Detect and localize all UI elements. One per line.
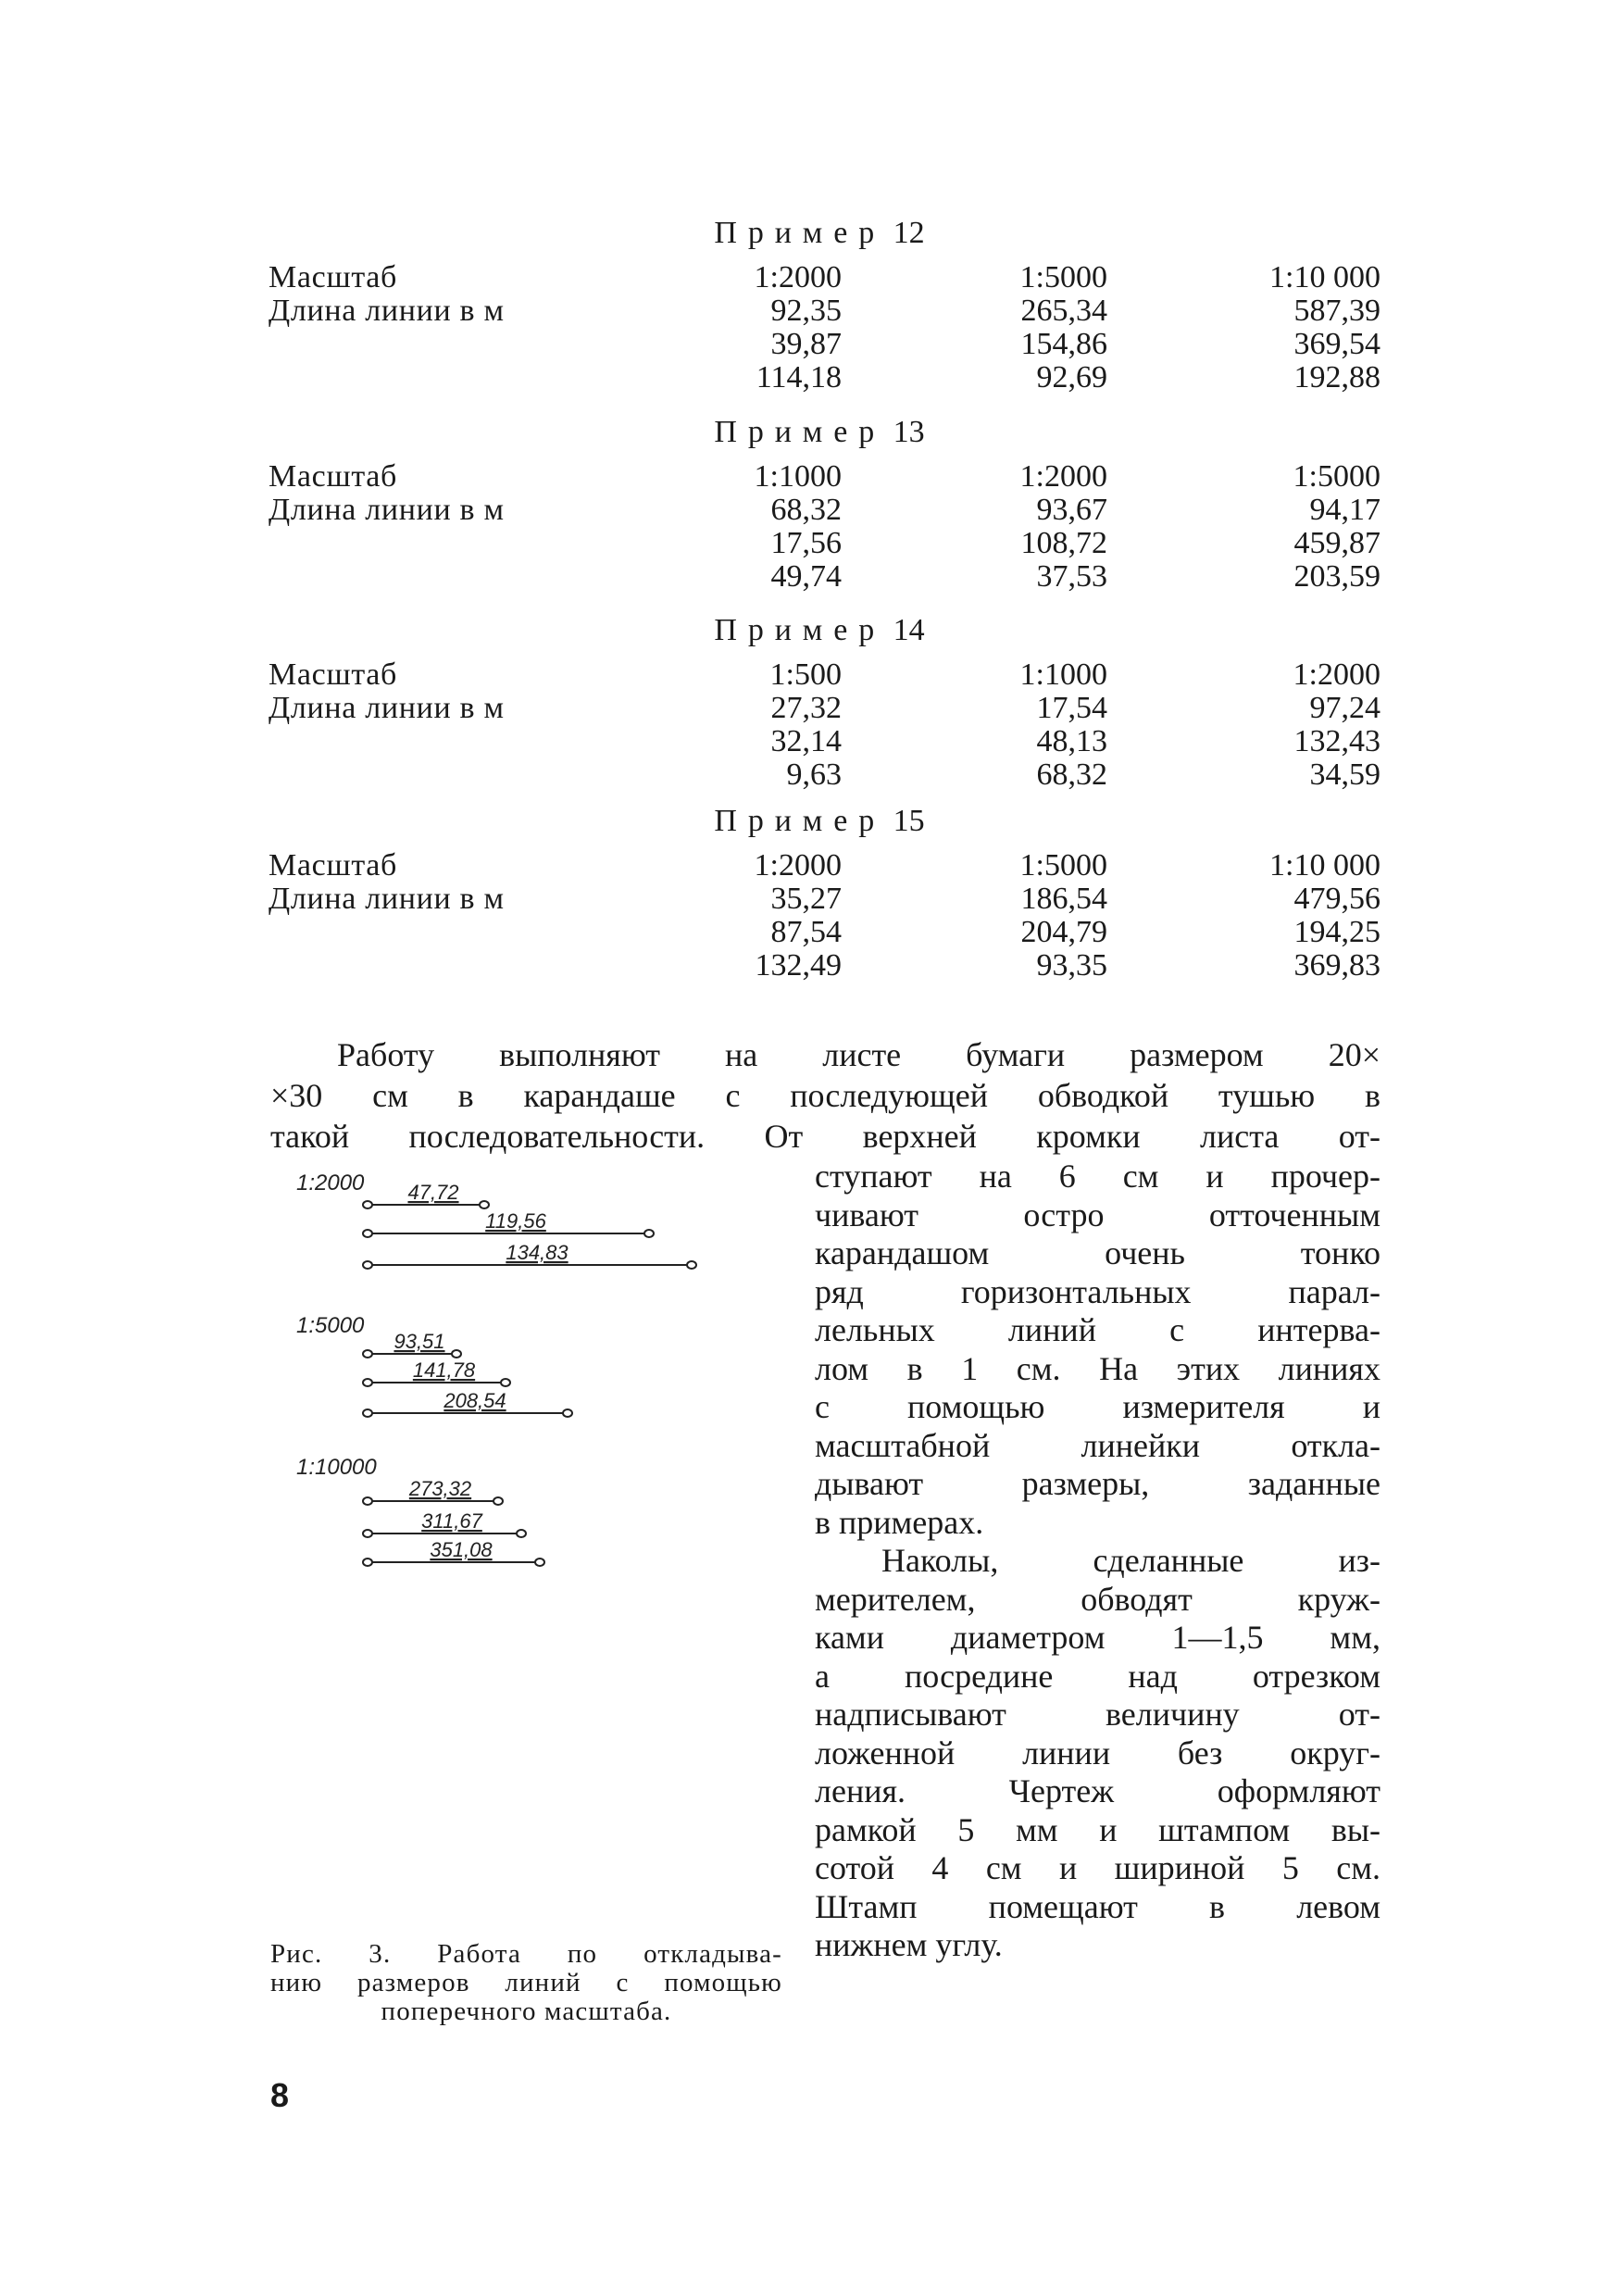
scale-value: 1:1000	[754, 459, 842, 494]
needle-mark-circle	[363, 1201, 372, 1208]
scale-value: 1:2000	[1293, 657, 1380, 692]
caption-line: Рис. 3. Работа по откладыва-	[270, 1939, 782, 1969]
scale-value: 1:2000	[754, 260, 842, 294]
needle-mark-circle	[535, 1559, 544, 1566]
scale-value: 1:1000	[1019, 657, 1107, 692]
segment-length-label: 93,51	[394, 1330, 445, 1353]
text-line: чивают остро отточенным	[815, 1196, 1380, 1233]
segment-length-label: 119,56	[485, 1209, 546, 1233]
paragraph-right-column	[815, 1158, 1380, 1965]
needle-mark-circle	[687, 1261, 696, 1269]
length-value: 132,43	[1293, 724, 1380, 758]
length-value: 93,35	[1036, 948, 1107, 983]
example-title-word: Пример	[714, 804, 886, 838]
page-number: 8	[270, 2076, 290, 2114]
example-block	[0, 215, 1624, 409]
text-line: ками диаметром 1—1,5 мм,	[815, 1619, 1380, 1656]
text-line: в примерах.	[815, 1503, 984, 1541]
length-value: 49,74	[770, 559, 842, 594]
text-line: Работу выполняют на листе бумаги размером 20×	[337, 1036, 1380, 1073]
text-line: рамкой 5 мм и штампом вы-	[815, 1810, 1380, 1848]
length-row	[0, 361, 1624, 394]
length-value: 114,18	[756, 360, 842, 394]
scale-label: 1:5000	[296, 1313, 365, 1338]
example-title-number: 14	[893, 613, 925, 647]
text-line: дывают размеры, заданные	[815, 1465, 1380, 1502]
needle-mark-circle	[517, 1530, 526, 1537]
length-value: 203,59	[1293, 559, 1380, 594]
length-value: 37,53	[1036, 559, 1107, 594]
length-value: 34,59	[1309, 757, 1380, 792]
length-value: 186,54	[1020, 882, 1107, 916]
text-line: Штамп помещают в левом	[815, 1887, 1380, 1925]
scale-label: 1:10000	[296, 1455, 377, 1480]
length-value: 35,27	[770, 882, 842, 916]
length-value: 132,49	[755, 948, 842, 983]
length-value: 97,24	[1309, 691, 1380, 725]
example-title	[0, 414, 1624, 451]
text-line: лом в 1 см. На этих линиях	[815, 1349, 1380, 1387]
length-value: 92,69	[1036, 360, 1107, 394]
segment-length-label: 273,32	[408, 1477, 472, 1500]
example-title-word: Пример	[714, 216, 886, 250]
needle-mark-circle	[363, 1350, 372, 1358]
needle-mark-circle	[363, 1497, 372, 1505]
length-value: 39,87	[770, 327, 842, 361]
length-label: Длина линии в м	[269, 691, 505, 725]
length-label: Длина линии в м	[269, 294, 505, 328]
length-row	[0, 758, 1624, 792]
length-row	[0, 494, 1624, 527]
figure-line-layout	[270, 1167, 782, 1574]
scale-row	[0, 849, 1624, 883]
scale-value: 1:2000	[754, 848, 842, 883]
segment-length-label: 311,67	[421, 1509, 482, 1533]
example-block	[0, 803, 1624, 997]
example-title-number: 13	[893, 415, 925, 449]
length-value: 194,25	[1293, 915, 1380, 949]
text-line: карандашом очень тонко	[815, 1234, 1380, 1271]
text-line: ×30 см в карандаше с последующей обводкой тушью в	[270, 1077, 1380, 1114]
scale-value: 1:10 000	[1269, 848, 1380, 883]
scale-value: 1:2000	[1019, 459, 1107, 494]
needle-mark-circle	[363, 1261, 372, 1269]
length-row	[0, 883, 1624, 916]
scale-value: 1:5000	[1019, 848, 1107, 883]
example-title	[0, 803, 1624, 840]
length-label: Длина линии в м	[269, 882, 505, 916]
length-row	[0, 916, 1624, 949]
text-line: сотой 4 см и шириной 5 см.	[815, 1849, 1380, 1886]
segment-length-label: 351,08	[430, 1538, 493, 1561]
needle-mark-circle	[501, 1379, 510, 1386]
length-label: Длина линии в м	[269, 493, 505, 527]
scale-label: 1:2000	[296, 1171, 365, 1196]
text-line: надписывают величину от-	[815, 1696, 1380, 1733]
text-line: ления. Чертеж оформляют	[815, 1772, 1380, 1809]
length-row	[0, 692, 1624, 725]
length-value: 93,67	[1036, 493, 1107, 527]
scale-label: Масштаб	[269, 848, 398, 883]
needle-mark-circle	[452, 1350, 461, 1358]
example-title	[0, 215, 1624, 252]
length-value: 27,32	[770, 691, 842, 725]
length-value: 48,13	[1036, 724, 1107, 758]
length-value: 479,56	[1293, 882, 1380, 916]
figure-caption	[270, 1940, 782, 2026]
needle-mark-circle	[363, 1230, 372, 1237]
scale-label: Масштаб	[269, 260, 398, 294]
scale-value: 1:500	[769, 657, 842, 692]
length-value: 94,17	[1309, 493, 1380, 527]
scale-value: 1:10 000	[1269, 260, 1380, 294]
needle-mark-circle	[363, 1530, 372, 1537]
scale-value: 1:5000	[1019, 260, 1107, 294]
length-row	[0, 725, 1624, 758]
segment-length-label: 141,78	[412, 1358, 476, 1382]
scale-row	[0, 658, 1624, 692]
length-row	[0, 294, 1624, 328]
text-line: мерителем, обводят круж-	[815, 1580, 1380, 1618]
needle-mark-circle	[644, 1230, 654, 1237]
text-line: лельных линий с интерва-	[815, 1311, 1380, 1348]
length-value: 154,86	[1020, 327, 1107, 361]
needle-mark-circle	[493, 1497, 503, 1505]
example-title	[0, 612, 1624, 649]
scale-label: Масштаб	[269, 657, 398, 692]
length-row	[0, 949, 1624, 983]
text-line: масштабной линейки откла-	[815, 1426, 1380, 1464]
length-value: 9,63	[786, 757, 842, 792]
text-line: такой последовательности. От верхней кромки листа от-	[270, 1118, 1380, 1155]
example-block	[0, 612, 1624, 807]
text-line: нижнем углу.	[815, 1926, 1003, 1963]
example-title-number: 12	[893, 216, 925, 250]
length-value: 17,54	[1036, 691, 1107, 725]
example-block	[0, 414, 1624, 608]
length-value: 92,35	[770, 294, 842, 328]
length-value: 587,39	[1293, 294, 1380, 328]
scale-row	[0, 261, 1624, 294]
needle-mark-circle	[363, 1409, 372, 1417]
length-value: 369,54	[1293, 327, 1380, 361]
needle-mark-circle	[363, 1379, 372, 1386]
length-value: 68,32	[1036, 757, 1107, 792]
text-line: с помощью измерителя и	[815, 1388, 1380, 1425]
length-value: 17,56	[770, 526, 842, 560]
length-value: 68,32	[770, 493, 842, 527]
scale-value: 1:5000	[1293, 459, 1380, 494]
length-value: 32,14	[770, 724, 842, 758]
example-title-number: 15	[893, 804, 925, 838]
scale-label: Масштаб	[269, 459, 398, 494]
length-value: 459,87	[1293, 526, 1380, 560]
example-title-word: Пример	[714, 613, 886, 647]
length-row	[0, 560, 1624, 594]
length-value: 265,34	[1020, 294, 1107, 328]
segment-length-label: 134,83	[506, 1241, 568, 1264]
paragraph-top	[270, 1034, 1380, 1157]
length-value: 87,54	[770, 915, 842, 949]
text-line: ряд горизонтальных парал-	[815, 1272, 1380, 1310]
text-line: ложенной линии без округ-	[815, 1734, 1380, 1771]
needle-mark-circle	[480, 1201, 489, 1208]
text-line: а посредине над отрезком	[815, 1657, 1380, 1695]
length-value: 204,79	[1020, 915, 1107, 949]
caption-line: нию размеров линий с помощью	[270, 1968, 782, 1997]
segment-length-label: 208,54	[443, 1389, 506, 1412]
length-value: 192,88	[1293, 360, 1380, 394]
example-title-word: Пример	[714, 415, 886, 449]
length-value: 108,72	[1020, 526, 1107, 560]
length-value: 369,83	[1293, 948, 1380, 983]
text-line: ступают на 6 см и прочер-	[815, 1158, 1380, 1195]
caption-line: поперечного масштаба.	[381, 1997, 672, 2026]
needle-mark-circle	[563, 1409, 572, 1417]
needle-mark-circle	[363, 1559, 372, 1566]
length-row	[0, 328, 1624, 361]
segment-length-label: 47,72	[407, 1181, 459, 1204]
scale-row	[0, 460, 1624, 494]
length-row	[0, 527, 1624, 560]
text-line: Наколы, сделанные из-	[881, 1542, 1380, 1579]
